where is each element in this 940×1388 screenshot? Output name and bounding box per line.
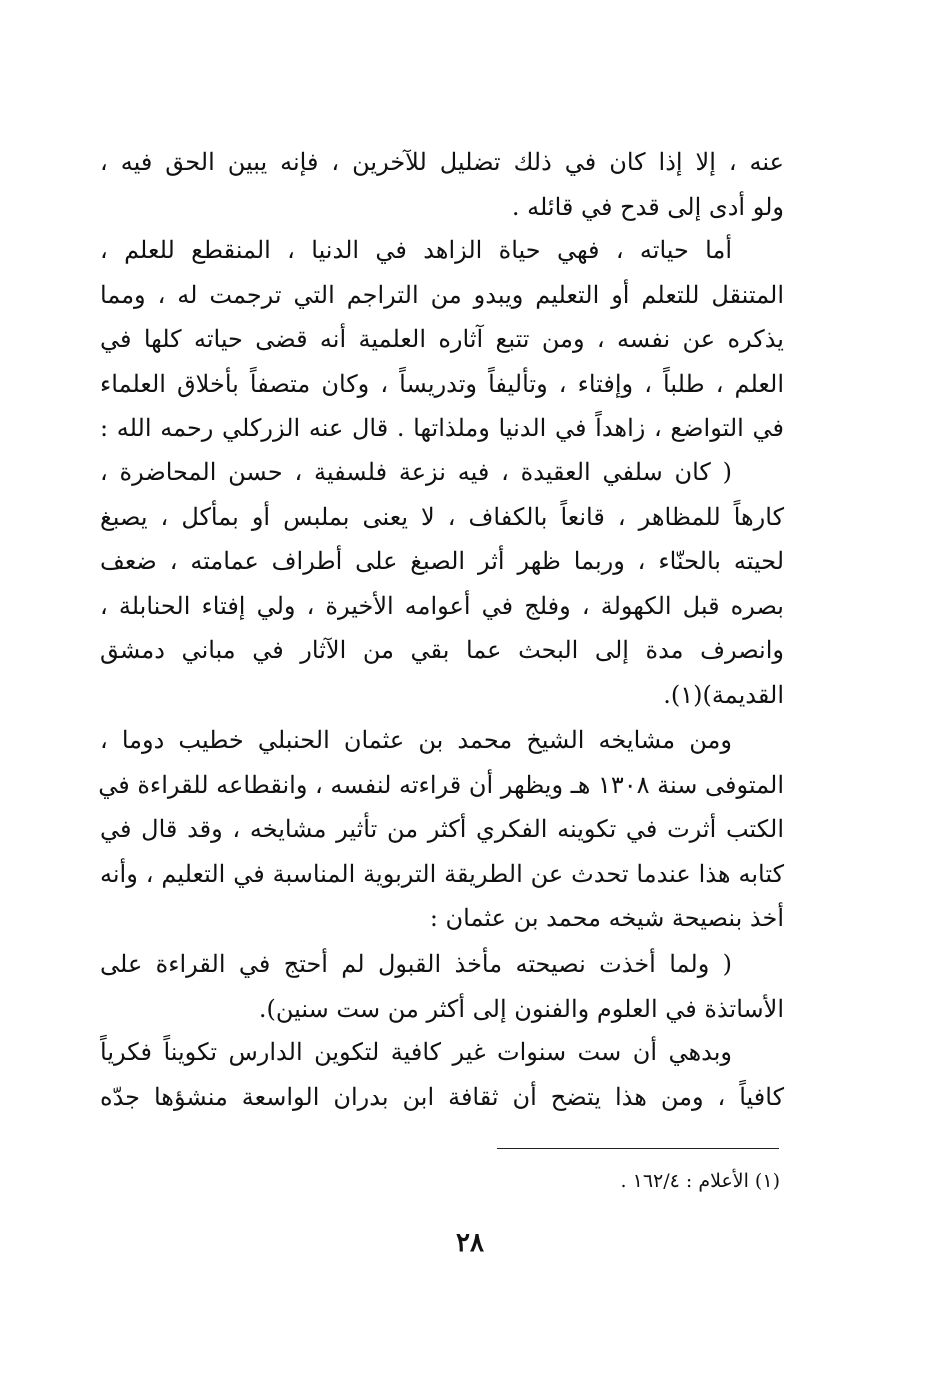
- paragraph-teachers: [100, 718, 784, 941]
- text-line: وانصرف مدة إلى البحث عما بقي من الآثار في مباني دمشق: [100, 636, 784, 664]
- text-line: في التواضع ، زاهداً في الدنيا وملذاتها . قال عنه الزركلي رحمه الله :: [100, 414, 784, 442]
- text-line: القديمة)(١).: [663, 680, 784, 709]
- text-line: المتوفى سنة ١٣٠٨ هـ ويظهر أن قراءته لنفسه ، وانقطاعه للقراءة في: [98, 770, 784, 799]
- text-line: ولو أدى إلى قدح في قائله .: [511, 192, 784, 221]
- paragraph-conclusion: [100, 1030, 784, 1119]
- text-line: لحيته بالحنّاء ، وربما ظهر أثر الصبغ على أطراف عمامته ، ضعف: [100, 547, 785, 575]
- text-line: عنه ، إلا إذا كان في ذلك تضليل للآخرين ، فإنه يبين الحق فيه ،: [100, 148, 784, 176]
- footnote: (١) الأعلام : ١٦٢/٤ .: [620, 1170, 780, 1192]
- text-line: الأساتذة في العلوم والفنون إلى أكثر من ست سنين).: [258, 994, 784, 1023]
- text-line: المتنقل للتعلم أو التعليم ويبدو من التراجم التي ترجمت له ، ومما: [100, 280, 784, 309]
- text-line: كتابه هذا عندما تحدث عن الطريقة التربوية المناسبة في التعليم ، وأنه: [100, 859, 784, 888]
- text-line: وبدهي أن ست سنوات غير كافية لتكوين الدارس تكويناً فكرياً: [100, 1038, 732, 1066]
- text-line: كارهاً للمظاهر ، قانعاً بالكفاف ، لا يعنى بملبس أو بمأكل ، يصبغ: [100, 502, 784, 531]
- text-line: أما حياته ، فهي حياة الزاهد في الدنيا ، المنقطع للعلم ،: [100, 236, 732, 264]
- paragraph-quotation-zirikli: [100, 450, 784, 717]
- text-line: بصره قبل الكهولة ، وفلج في أعوامه الأخيرة ، ولي إفتاء الحنابلة ،: [100, 591, 784, 620]
- text-line: العلم ، طلباً ، وإفتاء ، وتأليفاً وتدريساً ، وكان متصفاً بأخلاق العلماء: [100, 369, 784, 398]
- text-line: الكتب أثرت في تكوينه الفكري أكثر من تأثير مشايخه ، وقد قال في: [100, 815, 784, 843]
- paragraph-life: [100, 228, 784, 451]
- footnote-divider: [497, 1148, 779, 1149]
- text-line: ( كان سلفي العقيدة ، فيه نزعة فلسفية ، حسن المحاضرة ،: [100, 458, 732, 486]
- text-line: ومن مشايخه الشيخ محمد بن عثمان الحنبلي خطيب دوما ،: [100, 726, 732, 754]
- text-line: يذكره عن نفسه ، ومن تتبع آثاره العلمية أنه قضى حياته كلها في: [100, 325, 784, 353]
- paragraph-quotation-advice: [100, 942, 784, 1031]
- text-line: أخذ بنصيحة شيخه محمد بن عثمان :: [429, 904, 784, 932]
- text-line: ( ولما أخذت نصيحته مأخذ القبول لم أحتج في القراءة على: [100, 950, 732, 978]
- text-line: كافياً ، ومن هذا يتضح أن ثقافة ابن بدران الواسعة منشؤها جدّه: [100, 1082, 784, 1111]
- page-number: ٢٨: [456, 1228, 484, 1258]
- paragraph-continuation: [100, 140, 784, 229]
